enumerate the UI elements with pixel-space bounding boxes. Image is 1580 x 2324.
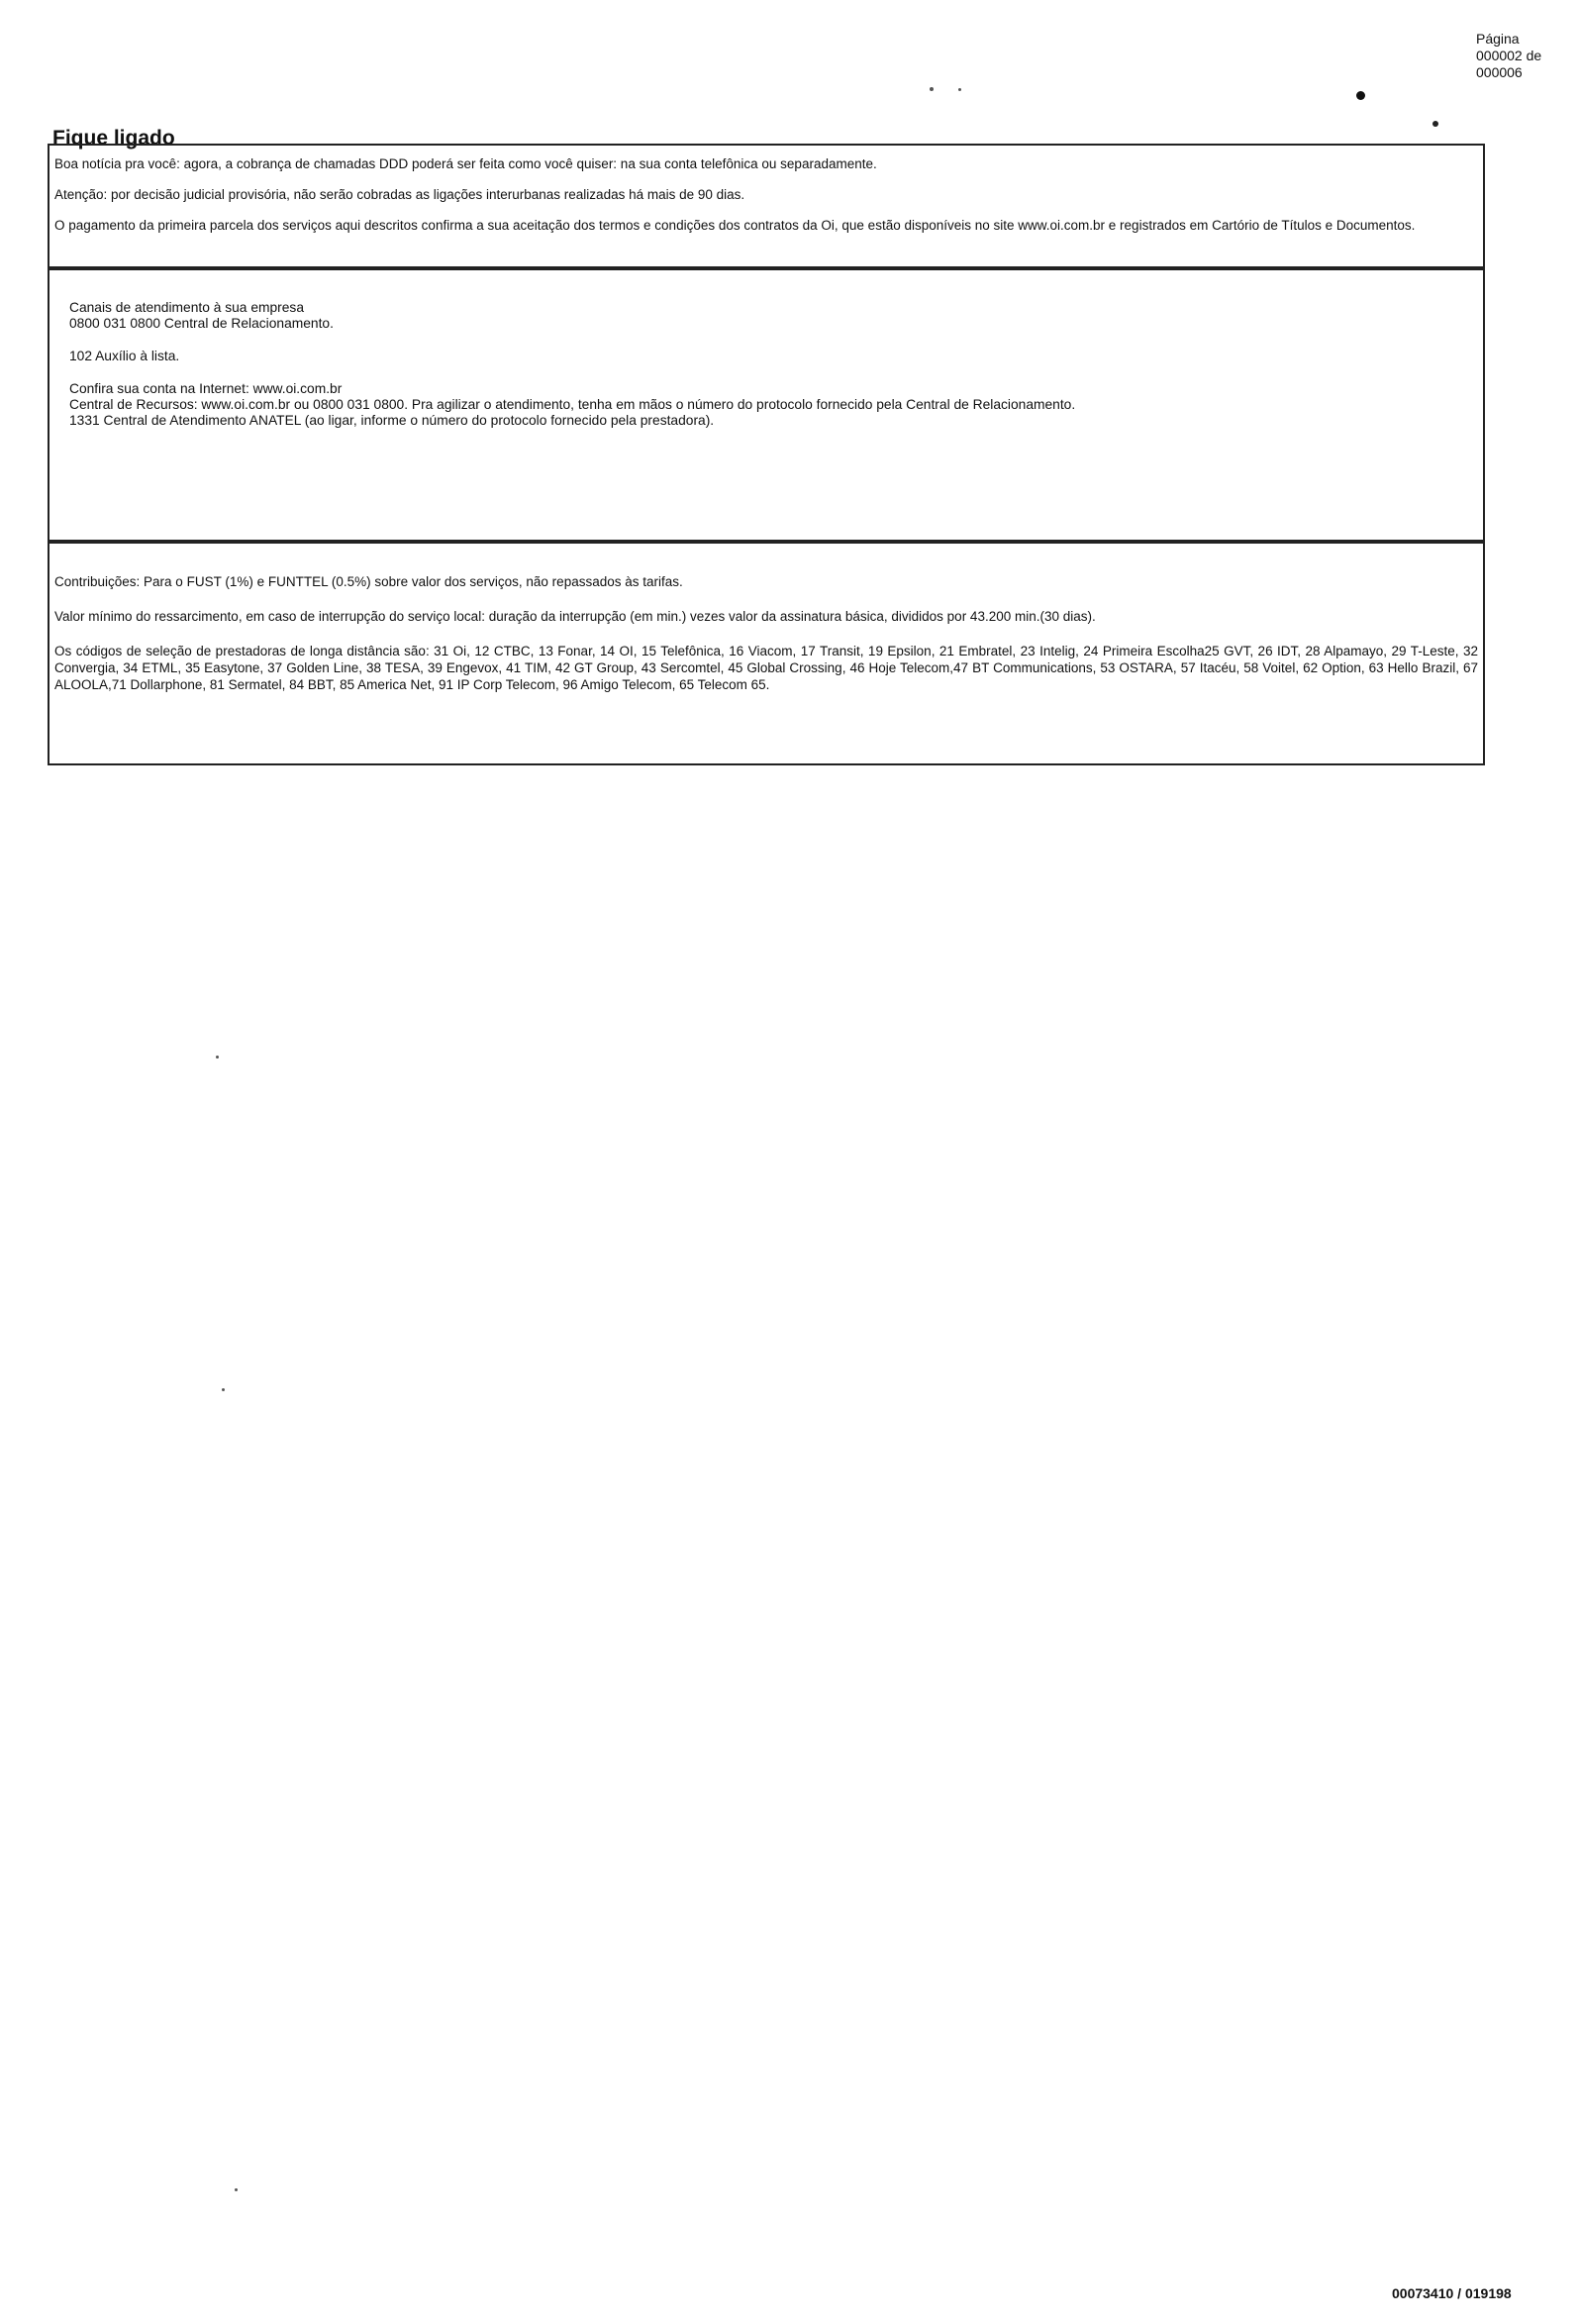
notice-judicial: Atenção: por decisão judicial provisória, não serão cobradas as ligações interurbanas realizadas há mais de 90 dias. [54,187,745,202]
scan-speck [222,1388,225,1391]
contact-anatel: 1331 Central de Atendimento ANATEL (ao ligar, informe o número do protocolo fornecido pela prestadora). [69,413,715,428]
info-refund: Valor mínimo do ressarcimento, em caso de interrupção do serviço local: duração da interrupção (em min.) vezes valor da assinatura básica, divididos por 43.200 min.(30 dias). [54,609,1096,624]
page-total: 000006 [1476,64,1523,80]
contact-resources: Central de Recursos: www.oi.com.br ou 0800 031 0800. Pra agilizar o atendimento, tenha em mãos o número do protocolo fornecido pela Central de Relacionamento. [69,397,1076,412]
scan-speck [958,88,961,91]
scan-speck [1356,91,1365,100]
scan-speck [235,2188,238,2191]
scan-speck [1432,121,1438,127]
contact-heading: Canais de atendimento à sua empresa [69,300,304,315]
notice-contract-terms: O pagamento da primeira parcela dos serviços aqui descritos confirma a sua aceitação dos termos e condições dos contratos da Oi, que estão disponíveis no site www.oi.com.br e registrados em Cartório de Títulos e Documentos. [54,218,1416,233]
info-carrier-codes: Os códigos de seleção de prestadoras de longa distância são: 31 Oi, 12 CTBC, 13 Fonar, 14 OI, 15 Telefônica, 16 Viacom, 17 Transit, 19 Epsilon, 21 Embratel, 23 Intelig, 24 Primeira Escolha25 GVT, 26 IDT, 28 Alpamayo, 29 T-Leste, 32 Convergia, 34 ETML, 35 Easytone, 37 Golden Line, 38 TESA, 39 Engevox, 41 TIM, 42 GT Group, 43 Sercomtel, 45 Global Crossing, 46 Hoje Telecom,47 BT Communications, 53 OSTARA, 57 Itacéu, 58 Voitel, 62 Option, 63 Hello Brazil, 67 ALOOLA,71 Dollarphone, 81 Sermatel, 84 BBT, 85 America Net, 91 IP Corp Telecom, 96 Amigo Telecom, 65 Telecom 65. [54,644,1478,692]
notice-ddd: Boa notícia pra você: agora, a cobrança de chamadas DDD poderá ser feita como você quiser: na sua conta telefônica ou separadamente. [54,156,877,171]
info-box [48,542,1485,765]
contact-directory: 102 Auxílio à lista. [69,349,180,363]
document-code: 00073410 / 019198 [1392,2285,1512,2301]
scan-speck [216,1056,219,1059]
page-label: Página [1476,31,1520,47]
page-number [1476,31,1541,81]
contact-box [48,268,1485,542]
notice-box [48,144,1485,268]
info-contributions: Contribuições: Para o FUST (1%) e FUNTTEL (0.5%) sobre valor dos serviços, não repassados às tarifas. [54,574,683,589]
contact-internet: Confira sua conta na Internet: www.oi.com.br [69,381,343,396]
section-title: Fique ligado [52,127,175,150]
scan-speck [930,87,934,91]
page-value: 000002 de [1476,48,1542,63]
contact-central-phone: 0800 031 0800 Central de Relacionamento. [69,316,334,331]
